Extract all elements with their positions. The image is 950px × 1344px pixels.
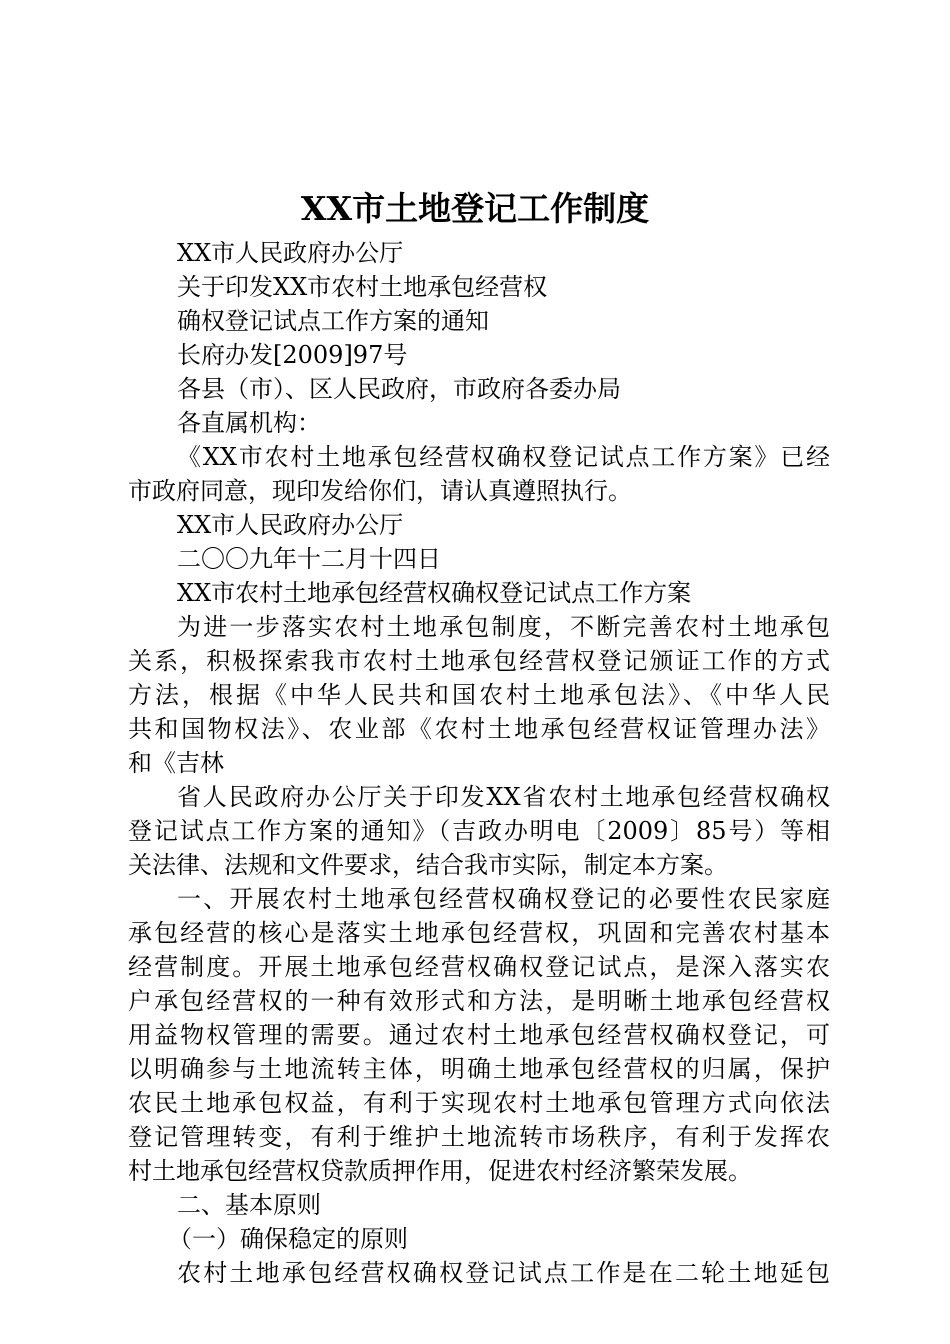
text-line: 方法，根据《中华人民共和国农村土地承包法》、《中华人民	[128, 681, 830, 709]
text-line: 和《吉林	[128, 749, 224, 777]
document-title: XX市土地登记工作制度	[300, 189, 650, 228]
text-line: 长府办发[2009]97号	[177, 341, 408, 369]
text-line: 各直属机构：	[177, 409, 321, 437]
text-line: 承包经营的核心是落实土地承包经营权，巩固和完善农村基本	[128, 919, 830, 947]
text-line: 确权登记试点工作方案的通知	[177, 307, 489, 335]
text-line: 登记试点工作方案的通知》（吉政办明电〔2009〕85号）等相	[128, 817, 830, 845]
text-line: （一）确保稳定的原则	[168, 1225, 408, 1253]
text-line: 为进一步落实农村土地承包制度，不断完善农村土地承包	[177, 613, 830, 641]
text-line: 关于印发XX市农村土地承包经营权	[177, 273, 548, 301]
text-line: 登记管理转变，有利于维护土地流转市场秩序，有利于发挥农	[128, 1123, 830, 1151]
text-line: 二〇〇九年十二月十四日	[177, 545, 441, 573]
text-line: 户承包经营权的一种有效形式和方法，是明晰土地承包经营权	[128, 987, 830, 1015]
text-line: 市政府同意，现印发给你们，请认真遵照执行。	[128, 477, 632, 505]
document-body	[128, 236, 830, 1290]
text-line: 《XX市农村土地承包经营权确权登记试点工作方案》已经	[177, 443, 830, 471]
text-line: 关法律、法规和文件要求，结合我市实际，制定本方案。	[128, 851, 728, 879]
text-line: 经营制度。开展土地承包经营权确权登记试点，是深入落实农	[128, 953, 830, 981]
text-line: 各县（市）、区人民政府，市政府各委办局	[177, 375, 621, 403]
text-line: 用益物权管理的需要。通过农村土地承包经营权确权登记，可	[128, 1021, 830, 1049]
text-line: 二、基本原则	[177, 1191, 321, 1219]
text-line: 农村土地承包经营权确权登记试点工作是在二轮土地延包	[177, 1259, 830, 1287]
text-line: 省人民政府办公厅关于印发XX省农村土地承包经营权确权	[177, 783, 830, 811]
text-line: 村土地承包经营权贷款质押作用，促进农村经济繁荣发展。	[128, 1157, 752, 1185]
text-line: XX市人民政府办公厅	[177, 239, 404, 267]
text-line: 以明确参与土地流转主体，明确土地承包经营权的归属，保护	[128, 1055, 830, 1083]
text-line: XX市农村土地承包经营权确权登记试点工作方案	[177, 579, 692, 607]
text-line: 共和国物权法》、农业部《农村土地承包经营权证管理办法》	[128, 715, 830, 743]
text-line: XX市人民政府办公厅	[177, 511, 404, 539]
text-line: 关系，积极探索我市农村土地承包经营权登记颁证工作的方式	[128, 647, 830, 675]
text-line: 农民土地承包权益，有利于实现农村土地承包管理方式向依法	[128, 1089, 830, 1117]
text-line: 一、开展农村土地承包经营权确权登记的必要性农民家庭	[177, 885, 830, 913]
